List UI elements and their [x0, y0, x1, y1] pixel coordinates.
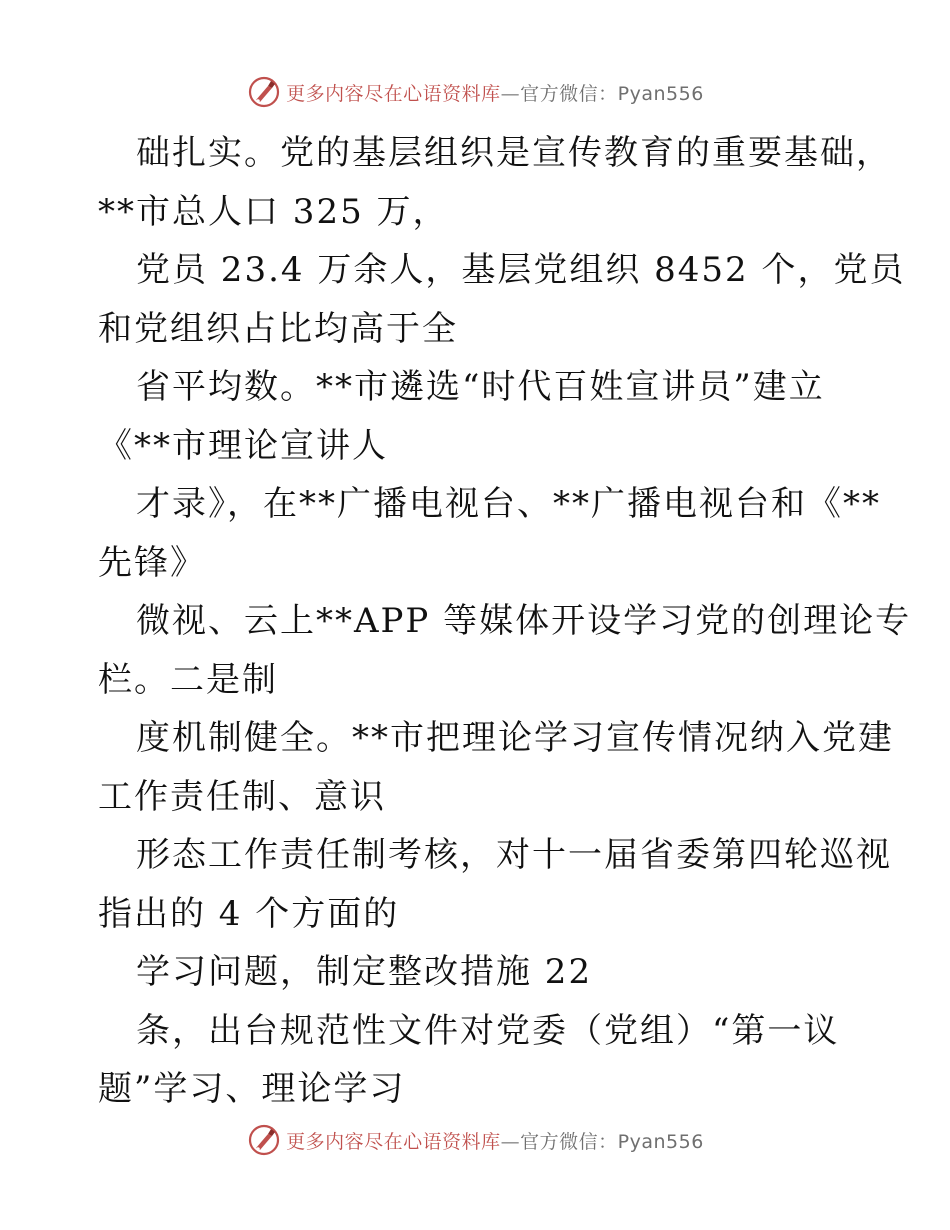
text-line: 《**市理论宣讲人: [98, 425, 388, 466]
header-banner: [0, 70, 950, 114]
banner-separator: —: [500, 1130, 521, 1153]
text-line: 题”学习、理论学习: [98, 1069, 406, 1109]
text-line: 先锋》: [98, 542, 206, 583]
banner-text: [286, 1127, 704, 1154]
banner-separator: —: [500, 82, 521, 105]
text-line: 学习问题，制定整改措施 22: [136, 952, 593, 992]
text-line: 栏。二是制: [98, 659, 278, 700]
pen-logo-icon: [246, 74, 282, 110]
banner-brand: 更多内容尽在心语资料库: [286, 1130, 501, 1153]
text-line: 条，出台规范性文件对党委（党组）“第一议: [136, 1010, 840, 1051]
banner-brand: 更多内容尽在心语资料库: [286, 82, 501, 105]
text-line: 形态工作责任制考核，对十一届省委第四轮巡视: [136, 835, 892, 875]
text-line: 微视、云上**APP 等媒体开设学习党的创理论专: [136, 601, 912, 641]
banner-contact: 官方微信：Pyan556: [520, 1130, 704, 1153]
text-line: 工作责任制、意识: [98, 776, 386, 817]
document-body: [98, 124, 912, 1119]
text-line: 才录》，在**广播电视台、**广播电视台和《**: [136, 484, 881, 524]
text-line: 度机制健全。**市把理论学习宣传情况纳入党建: [136, 718, 894, 758]
banner-contact: 官方微信：Pyan556: [520, 82, 704, 105]
banner-text: [286, 79, 704, 106]
text-line: 党员 23.4 万余人，基层党组织 8452 个，党员: [136, 250, 906, 290]
text-line: 省平均数。**市遴选“时代百姓宣讲员”建立: [136, 367, 825, 407]
text-line: 指出的 4 个方面的: [98, 893, 400, 934]
pen-logo-icon: [246, 1122, 282, 1158]
text-line: 和党组织占比均高于全: [98, 308, 458, 349]
text-line: **市总人口 325 万，: [98, 191, 449, 232]
footer-banner: [0, 1118, 950, 1162]
text-line: 础扎实。党的基层组织是宣传教育的重要基础，: [136, 133, 892, 173]
